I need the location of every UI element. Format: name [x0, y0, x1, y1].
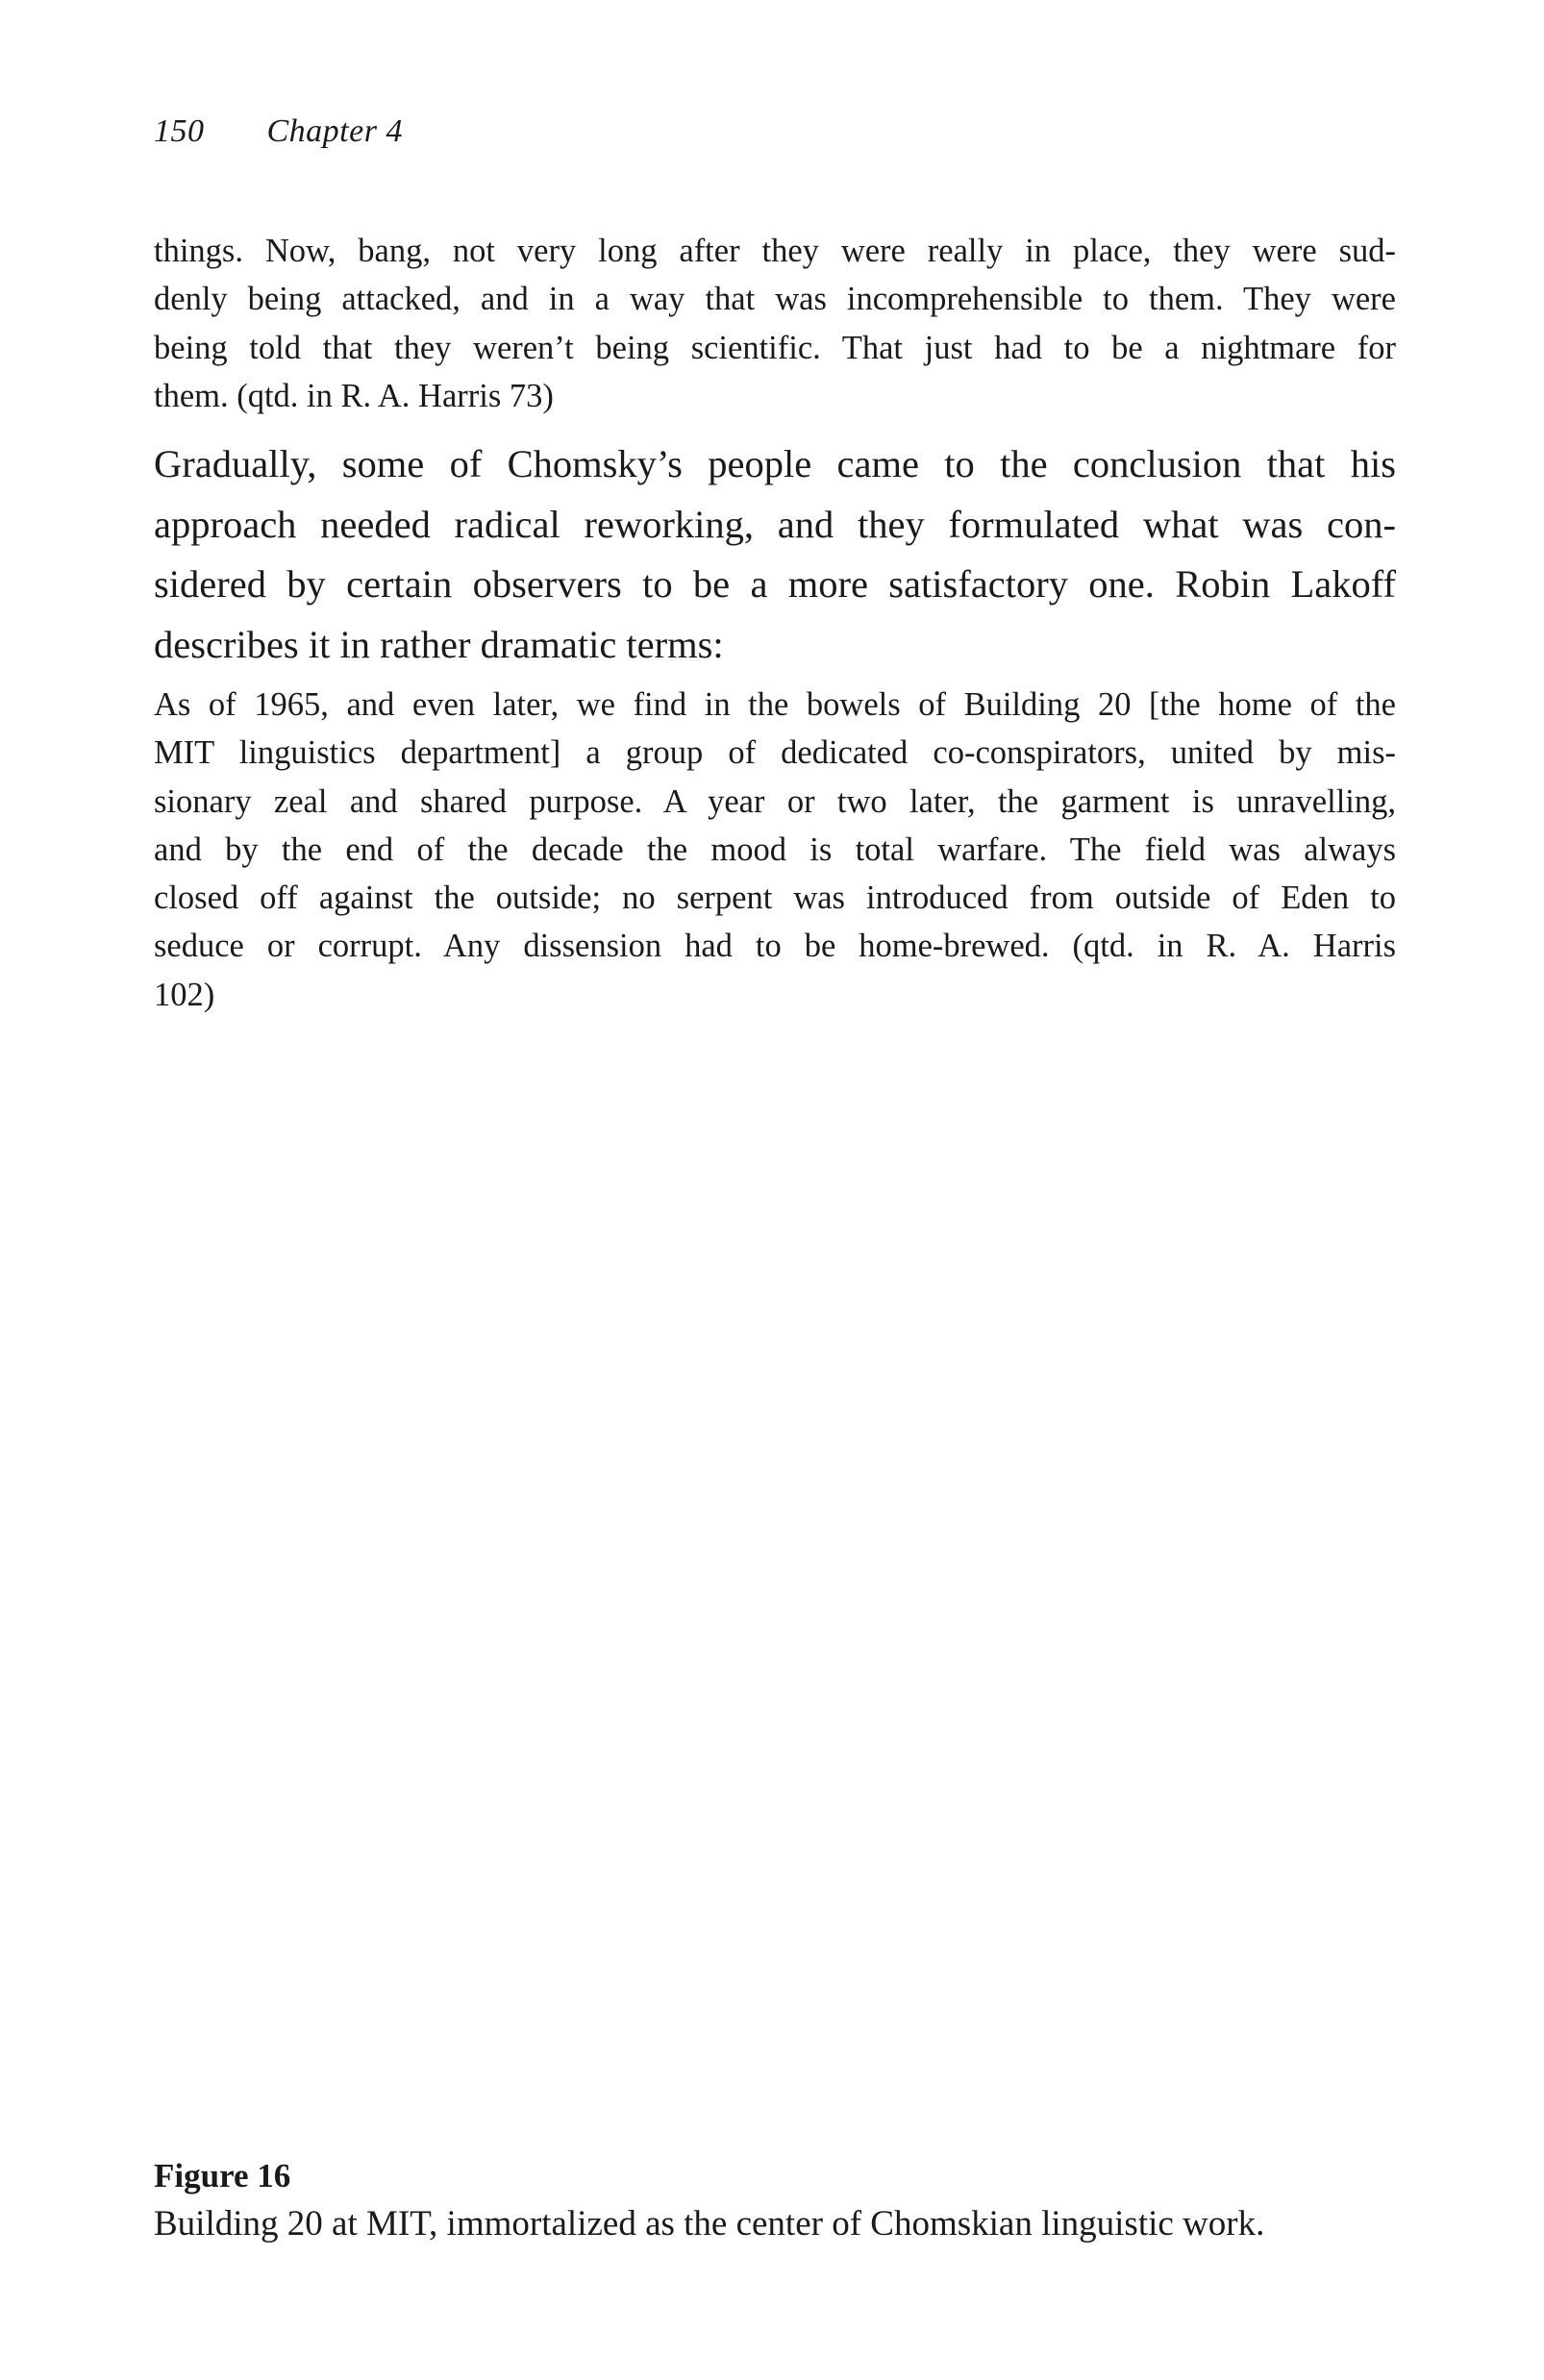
quote-line: and by the end of the decade the mood is total warfare. The field was always: [154, 831, 1396, 868]
quote-line: MIT linguistics department] a group of dedicated co-conspirators, united by mis-: [154, 734, 1396, 772]
quote-line: seduce or corrupt. Any dissension had to be home-brewed. (qtd. in R. A. Harris: [154, 928, 1396, 965]
body-paragraph: [154, 434, 1396, 675]
chapter-title: Chapter 4: [266, 113, 403, 149]
paragraph-line: describes it in rather dramatic terms:: [154, 622, 724, 666]
quote-line: As of 1965, and even later, we find in the bowels of Building 20 [the home of the: [154, 686, 1396, 723]
quote-line: them. (qtd. in R. A. Harris 73): [154, 377, 554, 414]
quote-line: being told that they weren’t being scientific. That just had to be a nightmare for: [154, 329, 1396, 366]
paragraph-line: Gradually, some of Chomsky’s people came to the conclusion that his: [154, 442, 1396, 485]
paragraph-line: sidered by certain observers to be a more satisfactory one. Robin Lakoff: [154, 562, 1396, 606]
running-head: [154, 113, 403, 150]
block-quote-lakoff: [154, 681, 1396, 1019]
quote-line: 102): [154, 976, 215, 1013]
quote-line: denly being attacked, and in a way that was incomprehensible to them. They were: [154, 281, 1396, 318]
quote-line: sionary zeal and shared purpose. A year or two later, the garment is unravelling,: [154, 782, 1396, 820]
block-quote-continued: [154, 227, 1396, 420]
figure-caption-text: Building 20 at MIT, immortalized as the center of Chomskian linguistic work.: [154, 2204, 1265, 2244]
figure-label: Figure 16: [154, 2157, 291, 2194]
quote-line: things. Now, bang, not very long after they were really in place, they were sud-: [154, 233, 1396, 269]
quote-line: closed off against the outside; no serpent was introduced from outside of Eden to: [154, 880, 1396, 917]
page-number: 150: [154, 113, 205, 149]
paragraph-line: approach needed radical reworking, and they formulated what was con-: [154, 502, 1396, 546]
figure-caption: [154, 2153, 1396, 2249]
